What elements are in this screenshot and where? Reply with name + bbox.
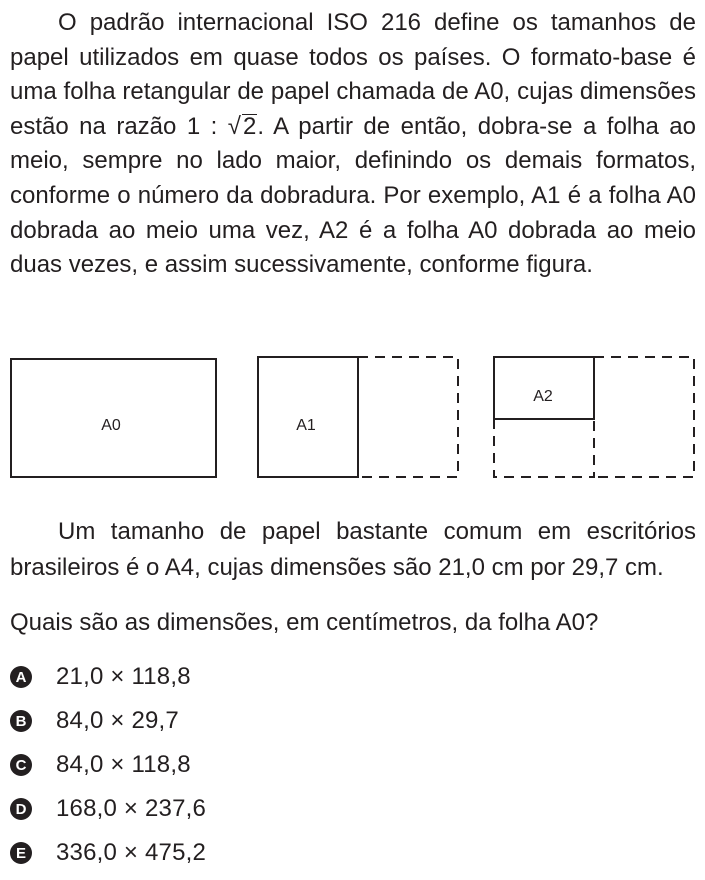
option-e-badge: E [10, 842, 32, 864]
label-a1: A1 [296, 417, 316, 434]
option-a-text: 21,0 × 118,8 [56, 663, 191, 690]
a1-dashed-half [358, 357, 458, 477]
context-paragraph [10, 514, 696, 586]
intro-paragraph [10, 6, 696, 283]
label-a2: A2 [533, 388, 553, 405]
a2-dashed-right [594, 357, 694, 477]
intro-text-1: O padrão internacional ISO 216 define os tamanhos de papel utilizados em quase todos os países. O formato-base é uma folha retangular de papel chamada de A0, cujas dimensões estão na razão 1 : [10, 9, 696, 140]
sqrt-radicand: 2 [242, 112, 257, 140]
option-b-badge: B [10, 710, 32, 732]
a2-dashed-lower [494, 419, 594, 477]
option-b[interactable] [10, 704, 179, 738]
option-a-badge: A [10, 666, 32, 688]
option-d[interactable] [10, 792, 206, 826]
option-c[interactable] [10, 748, 191, 782]
option-e[interactable] [10, 836, 206, 870]
option-d-text: 168,0 × 237,6 [56, 795, 207, 822]
label-a0: A0 [101, 417, 121, 434]
option-d-badge: D [10, 798, 32, 820]
option-a[interactable] [10, 660, 191, 694]
intro-text-2: . A partir de então, dobra-se a folha ao meio, sempre no lado maior, definindo os demais formatos, conforme o número da dobradura. Por exemplo, A1 é a folha A0 dobrada ao meio uma vez, A2 é a folha A0 dobrada ao meio duas vezes, e assim sucessivamente, conforme figura. [10, 112, 697, 279]
option-c-badge: C [10, 754, 32, 776]
option-b-text: 84,0 × 29,7 [56, 707, 179, 734]
context-text: Um tamanho de papel bastante comum em escritórios brasileiros é o A4, cujas dimensões são 21,0 cm por 29,7 cm. [10, 518, 696, 581]
option-c-text: 84,0 × 118,8 [56, 751, 191, 778]
question-text: Quais são as dimensões, em centímetros, da folha A0? [10, 609, 599, 636]
option-e-text: 336,0 × 475,2 [56, 839, 207, 866]
paper-folding-figure [0, 340, 705, 490]
sqrt-symbol: √ [227, 112, 241, 140]
